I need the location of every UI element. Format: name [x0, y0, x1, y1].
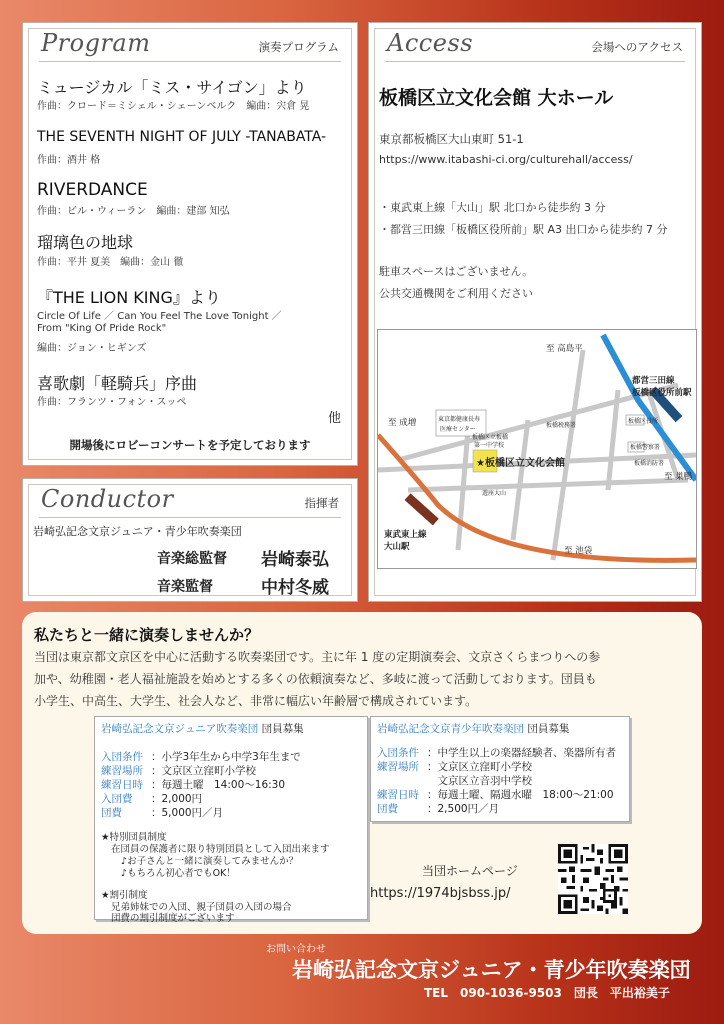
- route-mita: ・都営三田線「板橋区役所前」駅 A3 出口から徒歩約 7 分: [379, 223, 668, 236]
- map-mita-line: 都営三田線: [632, 376, 675, 386]
- access-map: [377, 329, 697, 569]
- join-heading: 私たちと一緒に演奏しませんか？: [34, 626, 260, 644]
- program-item-1-title: ミュージカル「ミス・サイゴン」より: [37, 78, 307, 97]
- program-item-5-detail1: Circle Of Life ／ Can You Feel The Love Tonight ／: [37, 311, 282, 322]
- map-label-road: 遊座大山: [482, 490, 507, 497]
- program-others: 他: [327, 411, 341, 426]
- program-item-5-detail2: From "King Of Pride Rock": [37, 323, 167, 334]
- map-to-takashimadaira: 至 高島平: [546, 344, 583, 354]
- conductor-title: Conductor: [41, 485, 174, 513]
- access-title: Access: [387, 29, 474, 57]
- conductor-org: 岩崎弘記念文京ジュニア・青少年吹奏楽団: [33, 525, 242, 538]
- contact-label: お問い合わせ: [266, 944, 326, 955]
- discount-text-1: 兄弟姉妹での入団、親子団員の入団の場合: [111, 902, 292, 913]
- junior-recruit-title: [101, 721, 304, 736]
- conductor-subtitle: 指揮者: [304, 496, 339, 510]
- lobby-concert-note: 開場後にロビーコンサートを予定しております: [69, 438, 311, 452]
- access-header: [385, 29, 685, 62]
- youth-row: 練習場所 ：文京区立窪町小学校: [377, 761, 532, 773]
- junior-band-name: 岩崎弘記念文京ジュニア吹奏楽団: [101, 723, 259, 735]
- footer-contact-tel: TEL 090-1036-9503 団長 平出裕美子: [424, 986, 670, 1000]
- program-frame: [28, 28, 352, 460]
- conductor-frame: [28, 484, 352, 596]
- conductor-role-1: 音楽総監督: [157, 551, 227, 567]
- map-label-school-2: 第一中学校: [474, 442, 505, 449]
- junior-row: 練習場所 ：文京区立窪町小学校: [101, 765, 256, 777]
- program-panel: [22, 22, 358, 466]
- map-label-police: 板橋警察署: [630, 444, 661, 451]
- program-item-4-title: 瑠璃色の地球: [37, 233, 134, 252]
- map-mita-station: 板橋区役所前駅: [632, 388, 692, 398]
- map-label-health-2: 医療センター: [440, 426, 476, 433]
- program-item-3-credit: 作曲：ビル・ウィーラン 編曲：建部 知弘: [37, 206, 230, 217]
- junior-row: 入団費 ：2,000円: [101, 793, 203, 805]
- program-item-1-credit: 作曲：クロード＝ミシェル・シェーンベルク 編曲：宍倉 晃: [37, 101, 310, 112]
- special-member-text-2: ♪お子さんと一緒に演奏してみませんか？: [121, 856, 299, 867]
- footer-org-name: 岩崎弘記念文京ジュニア・青少年吹奏楽団: [292, 958, 691, 982]
- junior-row: 団費 ：5,000円／月: [101, 807, 224, 819]
- junior-row: 入団条件 ：小学3年生から中学3年生まで: [101, 751, 301, 763]
- youth-row: 団費 ：2,500円／月: [377, 803, 500, 815]
- venue-url[interactable]: https://www.itabashi-ci.org/culturehall/access/: [379, 153, 633, 166]
- conductor-name-1: 岩崎泰弘: [261, 550, 329, 570]
- route-tobu: ・東武東上線「大山」駅 北口から徒歩約 3 分: [379, 201, 606, 214]
- special-member-head: ★特別団員制度: [101, 832, 167, 843]
- map-label-school-1: 板橋区立板橋: [472, 434, 509, 441]
- program-item-6-credit: 作曲：フランツ・フォン・スッペ: [37, 397, 187, 408]
- parking-note-2: 公共交通機関をご利用ください: [379, 287, 533, 300]
- venue-name: 板橋区立文化会館 大ホール: [379, 87, 614, 109]
- discount-text-2: 団費の割引制度がございます: [111, 913, 235, 924]
- join-text-3: 小学生、中高生、大学生、社会人など、非常に幅広い年齢層で構成されています。: [34, 694, 478, 708]
- junior-row: 練習日時 ：毎週土曜 14:00〜16:30: [101, 779, 286, 791]
- program-subtitle: 演奏プログラム: [258, 40, 339, 54]
- access-frame: [374, 28, 696, 596]
- program-item-5-credit: 編曲：ジョン・ヒギンズ: [37, 343, 147, 354]
- junior-recruit-label: 団員募集: [261, 723, 304, 735]
- parking-note-1: 駐車スペースはございません。: [379, 265, 534, 278]
- map-label-tax: 板橋税務署: [546, 422, 577, 429]
- qr-code-icon[interactable]: [558, 844, 628, 914]
- junior-recruit-box: [94, 716, 368, 924]
- youth-row: 文京区立音羽中学校: [427, 775, 532, 787]
- youth-recruit-title: [377, 721, 569, 736]
- program-item-2-title: THE SEVENTH NIGHT OF JULY -TANABATA-: [37, 129, 327, 145]
- youth-band-name: 岩崎弘記念文京青少年吹奏楽団: [377, 723, 524, 735]
- map-tobu-line: 東武東上線: [384, 530, 427, 540]
- join-text-1: 当団は東京都文京区を中心に活動する吹奏楽団です。主に年 1 度の定期演奏会、文京さくらまつりへの参: [34, 650, 601, 664]
- map-label-office: 板橋区役所: [628, 418, 659, 425]
- map-to-narimasu: 至 成増: [388, 418, 417, 428]
- program-title: Program: [41, 29, 151, 57]
- conductor-header: [39, 485, 341, 518]
- youth-row: 入団条件 ：中学生以上の楽器経験者、楽器所有者: [377, 747, 616, 759]
- youth-row: 練習日時 ：毎週土曜、隔週水曜 18:00〜21:00: [377, 789, 614, 801]
- program-item-2-credit: 作曲：酒井 格: [37, 155, 101, 166]
- map-to-sugamo: 至 巣鴨: [664, 472, 693, 482]
- access-panel: [368, 22, 702, 602]
- map-venue-label: ★板橋区立文化会館: [476, 458, 565, 469]
- map-to-ikebukuro: 至 池袋: [564, 546, 593, 556]
- join-text-2: 加や、幼稚園・老人福祉施設を始めとする多くの依頼演奏など、多岐に渡って活動しております。団員も: [34, 672, 597, 686]
- youth-recruit-label: 団員募集: [527, 723, 570, 735]
- special-member-text-3: ♪もちろん初心者でもOK！: [121, 868, 236, 879]
- venue-address: 東京都板橋区大山東町 51-1: [379, 132, 524, 146]
- join-panel: [22, 612, 702, 934]
- map-label-fire: 板橋消防署: [634, 460, 665, 467]
- conductor-name-2: 中村冬威: [261, 578, 329, 598]
- youth-recruit-box: [370, 716, 630, 822]
- program-item-6-title: 喜歌劇「軽騎兵」序曲: [37, 374, 198, 393]
- conductor-role-2: 音楽監督: [157, 579, 213, 595]
- program-header: [39, 29, 341, 62]
- discount-head: ★割引制度: [101, 890, 148, 901]
- special-member-text-1: 在団員の保護者に限り特別団員として入団出来ます: [111, 844, 330, 855]
- map-label-health: 東京都健康長寿: [438, 416, 481, 423]
- program-item-5-title: 『THE LION KING』より: [37, 288, 221, 307]
- conductor-panel: [22, 478, 358, 602]
- map-tobu-station: 大山駅: [384, 542, 410, 552]
- homepage-label: 当団ホームページ: [422, 864, 518, 878]
- homepage-url[interactable]: https://1974bjsbss.jp/: [370, 886, 511, 901]
- program-item-4-credit: 作曲：平井 夏美 編曲：金山 徹: [37, 257, 184, 268]
- program-item-3-title: RIVERDANCE: [37, 180, 148, 200]
- access-subtitle: 会場へのアクセス: [591, 40, 683, 54]
